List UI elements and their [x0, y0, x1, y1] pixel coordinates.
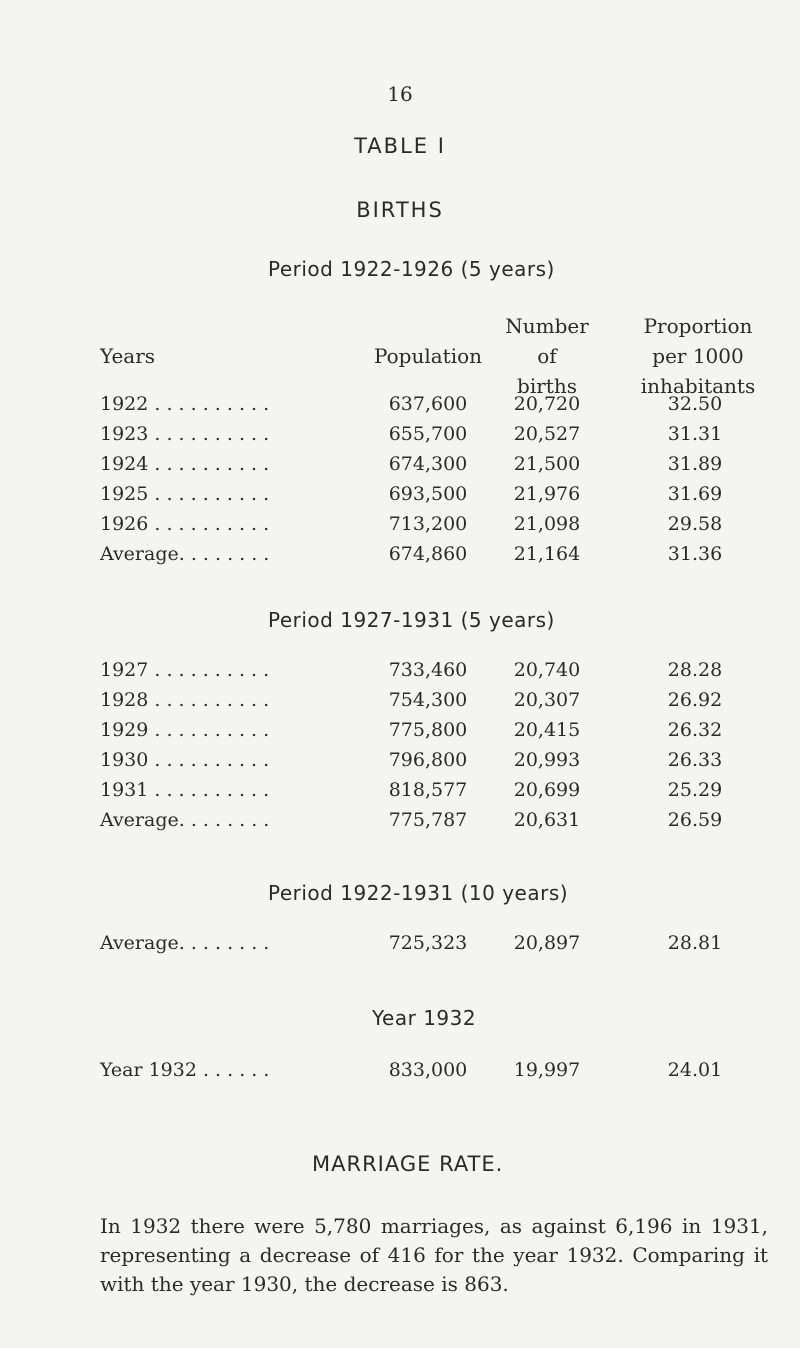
cell-population: 637,600 — [388, 393, 468, 415]
cell-births: 21,098 — [513, 513, 581, 535]
cell-proportion: 32.50 — [667, 393, 723, 415]
table-row — [0, 689, 800, 719]
cell-population: 655,700 — [388, 423, 468, 445]
cell-births: 20,527 — [513, 423, 581, 445]
cell-births: 20,720 — [513, 393, 581, 415]
cell-population: 693,500 — [388, 483, 468, 505]
cell-proportion: 26.92 — [667, 689, 723, 711]
table-row-average-10-years — [0, 932, 800, 962]
page-number: 16 — [387, 82, 413, 106]
table-row-average — [0, 809, 800, 839]
cell-population: 713,200 — [388, 513, 468, 535]
cell-births: 20,699 — [513, 779, 581, 801]
cell-proportion: 31.69 — [667, 483, 723, 505]
cell-births: 21,164 — [513, 543, 581, 565]
section-title-year-1932: Year 1932 — [372, 1006, 477, 1030]
cell-year: Year 1932 . . . . . . — [100, 1059, 270, 1081]
cell-year: 1931 . . . . . . . . . . — [100, 779, 270, 801]
cell-population: 775,800 — [388, 719, 468, 741]
cell-proportion: 28.81 — [667, 932, 723, 954]
marriage-rate-heading: MARRIAGE RATE. — [312, 1152, 504, 1176]
cell-year: Average. . . . . . . . — [100, 932, 270, 954]
table-row-average — [0, 543, 800, 573]
cell-year: 1926 . . . . . . . . . . — [100, 513, 270, 535]
cell-births: 21,500 — [513, 453, 581, 475]
cell-year: 1927 . . . . . . . . . . — [100, 659, 270, 681]
cell-year: Average. . . . . . . . — [100, 543, 270, 565]
cell-births: 20,897 — [513, 932, 581, 954]
cell-year: 1924 . . . . . . . . . . — [100, 453, 270, 475]
cell-births: 21,976 — [513, 483, 581, 505]
cell-proportion: 28.28 — [667, 659, 723, 681]
cell-proportion: 31.89 — [667, 453, 723, 475]
cell-proportion: 26.59 — [667, 809, 723, 831]
header-prop-line-2: per 1000 — [652, 344, 744, 368]
table-row — [0, 719, 800, 749]
cell-proportion: 24.01 — [667, 1059, 723, 1081]
table-row — [0, 779, 800, 809]
cell-births: 20,307 — [513, 689, 581, 711]
cell-year: 1925 . . . . . . . . . . — [100, 483, 270, 505]
cell-population: 725,323 — [388, 932, 468, 954]
header-births-line-2: of — [537, 344, 557, 368]
cell-proportion: 25.29 — [667, 779, 723, 801]
cell-year: 1922 . . . . . . . . . . — [100, 393, 270, 415]
table-row — [0, 393, 800, 423]
table-row — [0, 453, 800, 483]
cell-births: 20,740 — [513, 659, 581, 681]
cell-births: 20,415 — [513, 719, 581, 741]
cell-proportion: 31.31 — [667, 423, 723, 445]
cell-proportion: 29.58 — [667, 513, 723, 535]
cell-proportion: 26.33 — [667, 749, 723, 771]
table-title: TABLE I — [354, 134, 446, 158]
header-population: Population — [373, 344, 483, 368]
cell-population: 674,860 — [388, 543, 468, 565]
cell-population: 733,460 — [388, 659, 468, 681]
header-births-line-1: Number — [505, 314, 589, 338]
table-subtitle: BIRTHS — [356, 198, 444, 222]
header-proportion — [628, 311, 768, 401]
section-title-1927-1931: Period 1927-1931 (5 years) — [268, 608, 555, 632]
table-row — [0, 513, 800, 543]
header-number-of-births — [497, 311, 597, 401]
table-row-year-1932 — [0, 1059, 800, 1089]
section-title-1922-1926: Period 1922-1926 (5 years) — [268, 257, 555, 281]
cell-population: 775,787 — [388, 809, 468, 831]
cell-population: 818,577 — [388, 779, 468, 801]
cell-year: 1923 . . . . . . . . . . — [100, 423, 270, 445]
cell-births: 20,631 — [513, 809, 581, 831]
header-births-line-3: births — [517, 374, 577, 398]
cell-population: 796,800 — [388, 749, 468, 771]
marriage-rate-paragraph: In 1932 there were 5,780 marriages, as against 6,196 in 1931, representing a decrease of 416 for the year 1932. Comparing it with the year 1930, the decrease is 863. — [100, 1214, 768, 1296]
table-row — [0, 483, 800, 513]
cell-births: 20,993 — [513, 749, 581, 771]
cell-proportion: 26.32 — [667, 719, 723, 741]
cell-proportion: 31.36 — [667, 543, 723, 565]
header-years: Years — [100, 344, 156, 368]
cell-population: 833,000 — [388, 1059, 468, 1081]
section-title-1922-1931: Period 1922-1931 (10 years) — [268, 881, 569, 905]
cell-year: 1929 . . . . . . . . . . — [100, 719, 270, 741]
table-row — [0, 423, 800, 453]
cell-births: 19,997 — [513, 1059, 581, 1081]
cell-population: 674,300 — [388, 453, 468, 475]
cell-year: Average. . . . . . . . — [100, 809, 270, 831]
header-prop-line-3: inhabitants — [640, 374, 756, 398]
cell-population: 754,300 — [388, 689, 468, 711]
table-row — [0, 749, 800, 779]
cell-year: 1928 . . . . . . . . . . — [100, 689, 270, 711]
header-prop-line-1: Proportion — [643, 314, 753, 338]
cell-year: 1930 . . . . . . . . . . — [100, 749, 270, 771]
table-row — [0, 659, 800, 689]
